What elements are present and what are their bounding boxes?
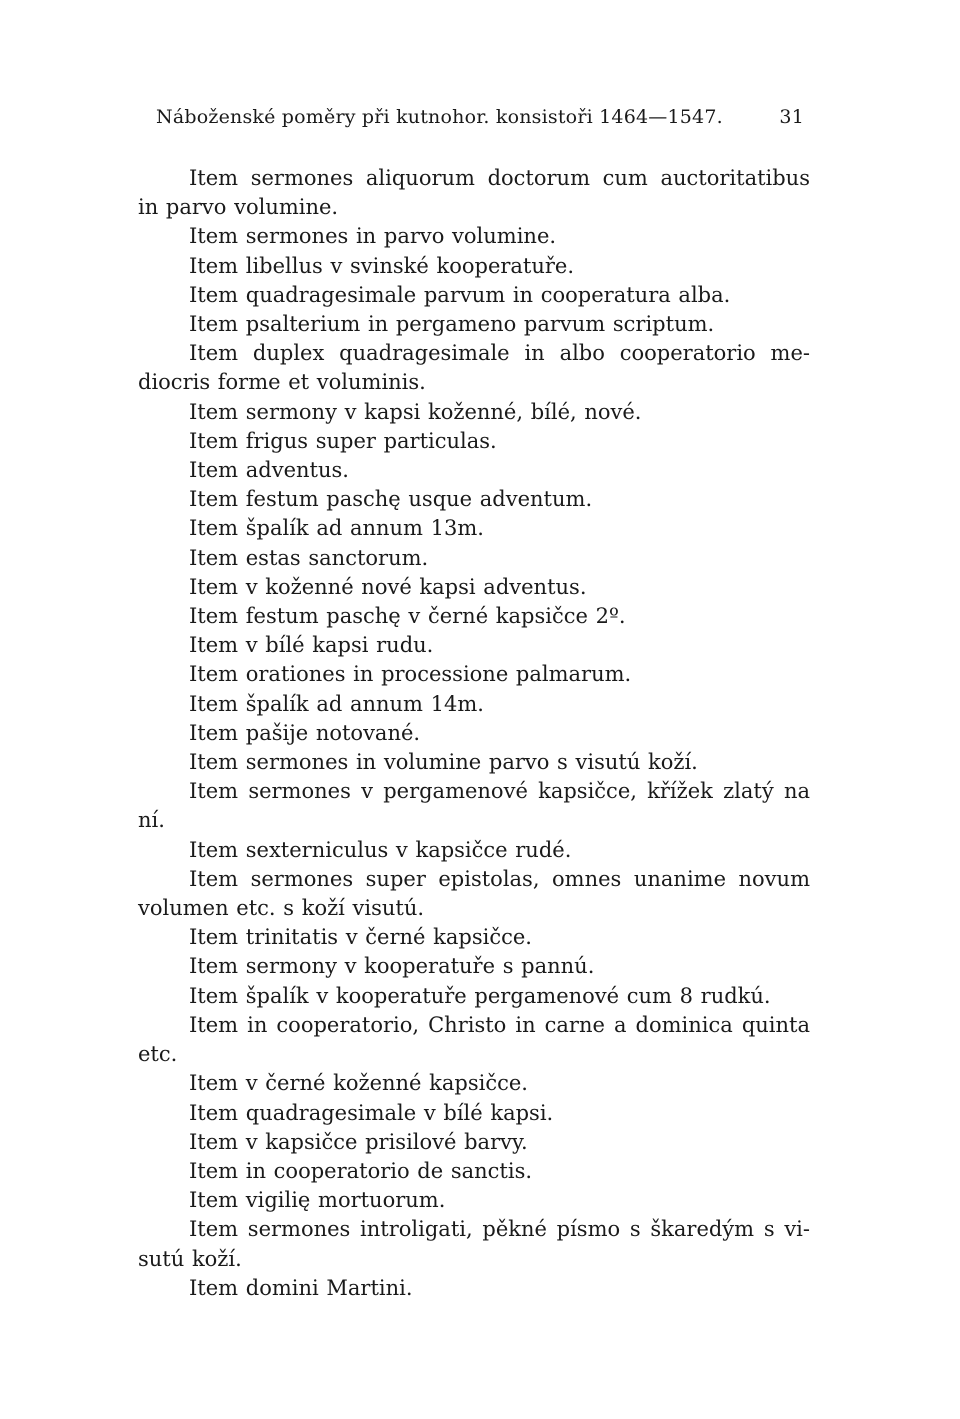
running-head — [156, 106, 804, 134]
inventory-entry: Item sermones v pergamenové kapsičce, křížek zlatý na ní. — [138, 779, 810, 833]
inventory-entry: Item festum paschę v černé kapsičce 2º. — [189, 604, 626, 629]
inventory-entry: Item trinitatis v černé kapsičce. — [189, 925, 532, 950]
inventory-entry: Item quadragesimale parvum in cooperatura alba. — [189, 282, 731, 307]
inventory-entry: Item špalík ad annum 13m. — [189, 516, 484, 541]
inventory-entry: Item orationes in processione palmarum. — [189, 662, 632, 687]
inventory-entry: Item duplex quadragesimale in albo cooperatorio me- diocris forme et voluminis. — [138, 341, 810, 395]
inventory-entry: Item libellus v svinské kooperatuře. — [189, 253, 575, 278]
inventory-entry: Item in cooperatorio de sanctis. — [189, 1158, 533, 1183]
inventory-entry: Item v bílé kapsi rudu. — [189, 633, 434, 658]
inventory-list — [138, 164, 810, 1303]
inventory-entry: Item špalík v kooperatuře pergamenové cum 8 rudkú. — [189, 983, 771, 1008]
inventory-entry: Item in cooperatorio, Christo in carne a dominica quinta etc. — [138, 1012, 810, 1067]
inventory-entry: Item v koženné nové kapsi adventus. — [189, 574, 587, 599]
inventory-entry: Item sermones super epistolas, omnes unanime novum volumen etc. s koží visutú. — [138, 866, 810, 921]
running-head-title: Náboženské poměry při kutnohor. konsistoři 1464—1547. — [156, 106, 723, 128]
inventory-entry: Item festum paschę usque adventum. — [189, 487, 593, 512]
page-number: 31 — [779, 106, 804, 128]
inventory-entry: Item v kapsičce prisilové barvy. — [189, 1129, 528, 1154]
inventory-entry: Item frigus super particulas. — [189, 428, 497, 453]
inventory-entry: Item estas sanctorum. — [189, 545, 429, 570]
inventory-entry: Item špalík ad annum 14m. — [189, 691, 484, 716]
inventory-entry: Item psalterium in pergameno parvum scriptum. — [189, 312, 715, 337]
inventory-entry: Item sermony v kapsi koženné, bílé, nové. — [189, 399, 642, 424]
inventory-entry: Item adventus. — [189, 458, 349, 483]
inventory-entry: Item quadragesimale v bílé kapsi. — [189, 1100, 554, 1125]
inventory-entry: Item sexterniculus v kapsičce rudé. — [189, 837, 572, 862]
inventory-entry: Item v černé koženné kapsičce. — [189, 1071, 528, 1096]
inventory-entry: Item sermones aliquorum doctorum cum auctoritatibus in parvo volumine. — [138, 166, 810, 220]
inventory-entry: Item sermones introligati, pěkné písmo s škaredým s vi- sutú koží. — [138, 1217, 810, 1271]
inventory-entry: Item pašije notované. — [189, 720, 421, 745]
inventory-entry: Item vigilię mortuorum. — [189, 1188, 446, 1213]
inventory-entry: Item domini Martini. — [189, 1275, 413, 1300]
inventory-entry: Item sermones in volumine parvo s visutú koží. — [189, 750, 698, 775]
inventory-entry: Item sermony v kooperatuře s pannú. — [189, 954, 595, 979]
inventory-entry: Item sermones in parvo volumine. — [189, 224, 557, 249]
